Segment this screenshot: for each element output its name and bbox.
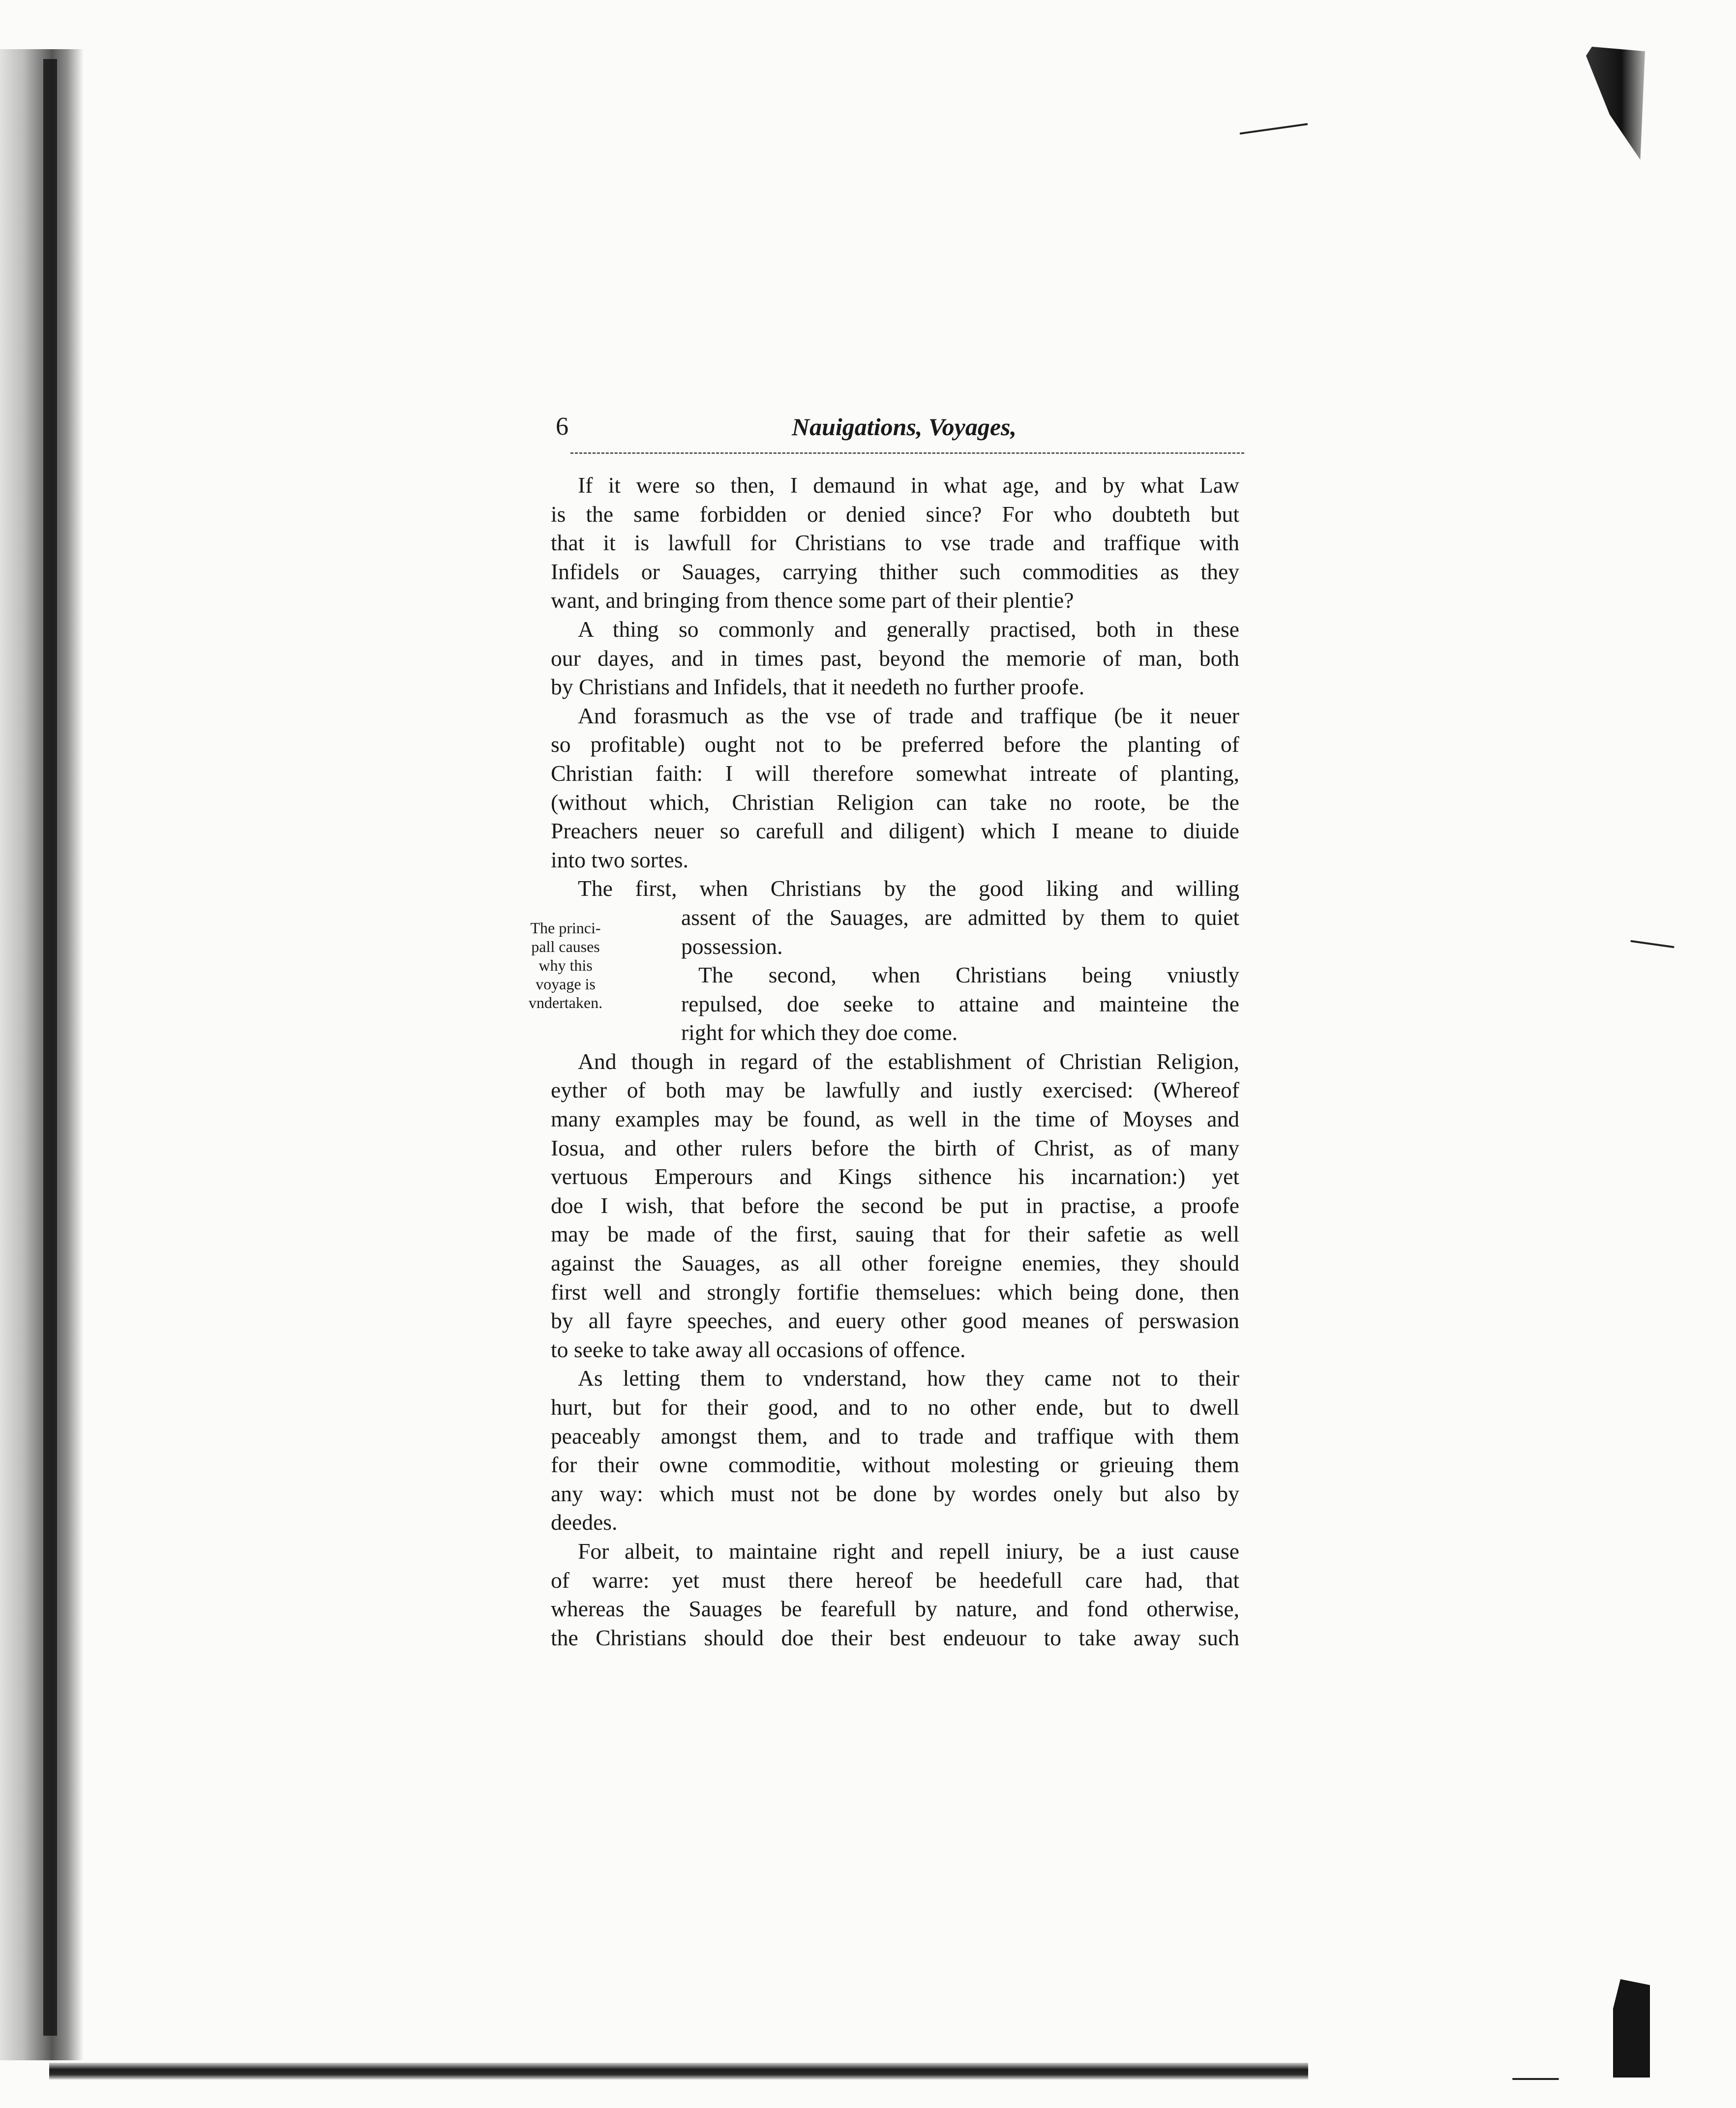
- bottom-page-edge: [49, 2063, 1308, 2079]
- text-line: peaceably amongst them, and to trade and traffique with them: [551, 1423, 1239, 1449]
- text-line: If it were so then, I demaund in what age, and by what Law: [578, 473, 1239, 498]
- text-line: eyther of both may be lawfully and iustly exercised: (Whereof: [551, 1077, 1239, 1103]
- text-line: vertuous Emperours and Kings sithence his incarnation:) yet: [551, 1164, 1239, 1189]
- text-line: our dayes, and in times past, beyond the memorie of man, both: [551, 645, 1239, 671]
- text-line: The first, when Christians by the good liking and willing: [578, 876, 1239, 901]
- body-text: [551, 471, 1239, 1652]
- running-title: Nauigations, Voyages,: [792, 413, 1017, 441]
- page-header: [556, 412, 1244, 446]
- header-rule: [570, 452, 1244, 454]
- left-binding-shadow: [0, 49, 84, 2060]
- text-line: to seeke to take away all occasions of offence.: [551, 1336, 966, 1362]
- text-line: want, and bringing from thence some part of their plentie?: [551, 588, 1074, 613]
- text-line: by Christians and Infidels, that it needeth no further proofe.: [551, 674, 1085, 700]
- text-line: repulsed, doe seeke to attaine and mainteine the: [681, 991, 1239, 1016]
- marginal-note-line: why this: [539, 956, 593, 974]
- text-line: is the same forbidden or denied since? For who doubteth but: [551, 501, 1239, 527]
- text-line: so profitable) ought not to be preferred before the planting of: [551, 732, 1239, 757]
- page-number: 6: [556, 413, 569, 441]
- text-line: the Christians should doe their best endeuour to take away such: [551, 1625, 1239, 1650]
- marginal-note-line: voyage is: [536, 975, 596, 993]
- text-line: deedes.: [551, 1510, 618, 1535]
- text-line: may be made of the first, sauing that for their safetie as well: [551, 1221, 1239, 1247]
- text-line: any way: which must not be done by wordes onely but also by: [551, 1481, 1239, 1506]
- text-line: against the Sauages, as all other foreigne enemies, they should: [551, 1250, 1239, 1276]
- text-line: Iosua, and other rulers before the birth of Christ, as of many: [551, 1135, 1239, 1160]
- marginal-note-line: vndertaken.: [528, 994, 603, 1011]
- text-line: assent of the Sauages, are admitted by them to quiet: [681, 904, 1239, 930]
- pen-stroke-right: [1630, 940, 1675, 948]
- text-line: For albeit, to maintaine right and repell iniury, be a iust cause: [578, 1538, 1239, 1564]
- text-line: whereas the Sauages be fearefull by nature, and fond otherwise,: [551, 1596, 1239, 1622]
- text-line: A thing so commonly and generally practised, both in these: [578, 616, 1239, 642]
- text-line: Christian faith: I will therefore somewhat intreate of planting,: [551, 760, 1239, 786]
- right-bottom-scan-mark: [1613, 1979, 1650, 2078]
- text-line: right for which they doe come.: [681, 1020, 958, 1045]
- pen-stroke-bottom-right: [1512, 2078, 1559, 2080]
- marginal-note-line: pall causes: [531, 938, 600, 955]
- right-top-scan-mark: [1586, 47, 1645, 160]
- text-line: into two sortes.: [551, 847, 688, 872]
- text-line: And though in regard of the establishment of Christian Religion,: [578, 1048, 1239, 1074]
- text-line: of warre: yet must there hereof be heedefull care had, that: [551, 1567, 1239, 1593]
- text-line: possession.: [681, 933, 783, 959]
- text-line: Infidels or Sauages, carrying thither such commodities as they: [551, 559, 1239, 584]
- text-line: many examples may be found, as well in the time of Moyses and: [551, 1106, 1239, 1132]
- text-line: for their owne commoditie, without molesting or grieuing them: [551, 1452, 1239, 1478]
- pen-stroke-top: [1239, 123, 1308, 134]
- text-line: by all fayre speeches, and euery other good meanes of perswasion: [551, 1308, 1239, 1334]
- text-line: Preachers neuer so carefull and diligent) which I meane to diuide: [551, 818, 1239, 844]
- text-line: doe I wish, that before the second be put in practise, a proofe: [551, 1192, 1239, 1218]
- marginal-note-line: The princi-: [530, 919, 601, 937]
- text-line: that it is lawfull for Christians to vse trade and traffique with: [551, 530, 1239, 556]
- left-binding-dark-edge: [43, 59, 57, 2036]
- text-line: first well and strongly fortifie themselues: which being done, then: [551, 1279, 1239, 1305]
- text-line: The second, when Christians being vniustly: [698, 962, 1239, 988]
- text-line: As letting them to vnderstand, how they came not to their: [578, 1366, 1239, 1391]
- text-line: And forasmuch as the vse of trade and traffique (be it neuer: [578, 703, 1239, 728]
- text-line: hurt, but for their good, and to no other ende, but to dwell: [551, 1395, 1239, 1420]
- text-line: (without which, Christian Religion can take no roote, be the: [551, 789, 1239, 815]
